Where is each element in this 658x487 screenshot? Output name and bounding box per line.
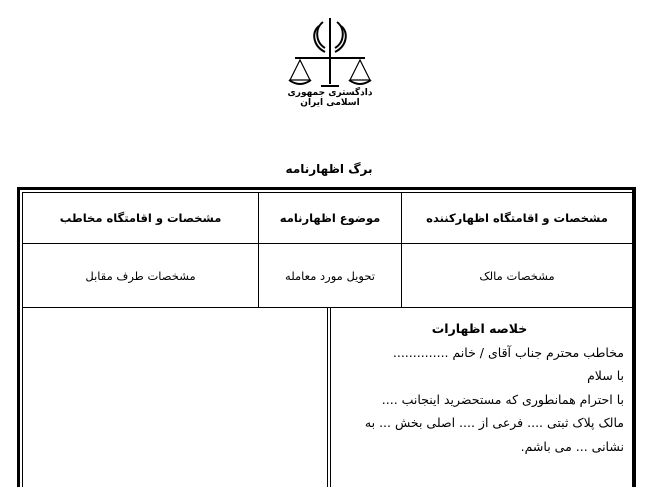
value-declarant[interactable]: مشخصات مالک [479,268,555,283]
summary-line: با سلام [587,368,624,383]
header-subject: موضوع اظهارنامه [279,211,381,225]
summary-line: مخاطب محترم جناب آقای / خانم .............. [392,344,624,360]
column-divider [327,307,328,487]
statement-summary[interactable] [335,317,624,458]
summary-line: مالک پلاک ثبتی .... فرعی از .... اصلی بخش ... به [364,415,624,430]
value-addressee[interactable]: مشخصات طرف مقابل [85,268,196,283]
column-divider [330,307,331,487]
header-declarant: مشخصات و اقامتگاه اظهارکننده [426,211,608,225]
emblem-caption: دادگستری جمهوری اسلامی ایران [287,88,373,108]
summary-line: با احترام همانطوری که مستحضرید اینجانب .... [381,391,624,407]
document-title: برگ اظهارنامه [285,162,373,176]
value-subject[interactable]: تحویل مورد معامله [285,268,375,283]
summary-line: نشانی ... می باشم. [520,438,624,454]
header-addressee: مشخصات و اقامتگاه مخاطب [59,211,222,225]
declaration-table [17,187,636,487]
summary-heading: خلاصه اظهارات [431,321,528,336]
